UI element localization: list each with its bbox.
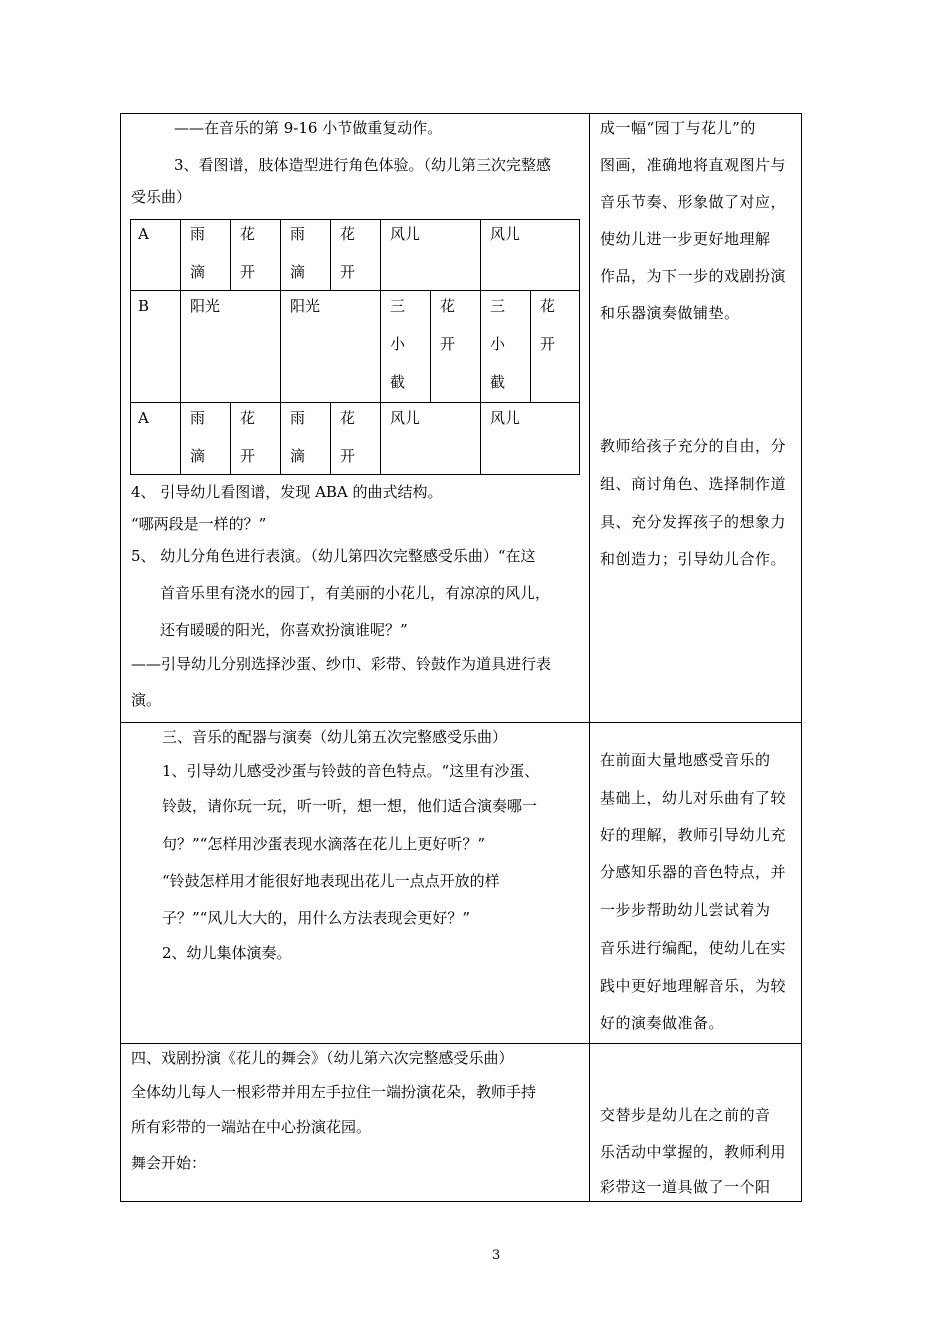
right-line: 和乐器演奏做铺垫。: [600, 304, 740, 322]
right-line: 好的演奏做准备。: [600, 1014, 725, 1032]
row-divider-2: [120, 1043, 802, 1044]
grid-cell: 三 小 截: [490, 297, 506, 391]
row-divider-1: [120, 722, 802, 723]
grid-cell: 花 开: [540, 297, 556, 353]
left-line: 所有彩带的一端站在中心扮演花园。: [131, 1118, 372, 1136]
left-line: 还有暖暖的阳光，你喜欢扮演谁呢？”: [160, 621, 408, 639]
score-grid-col-line: [430, 290, 431, 402]
right-line: 教师给孩子充分的自由，分: [600, 437, 787, 455]
score-grid-col-line: [330, 402, 331, 475]
grid-cell: 风儿: [390, 409, 421, 427]
score-grid-col-line: [530, 290, 531, 402]
left-line: ——引导幼儿分别选择沙蛋、纱巾、彩带、铃鼓作为道具进行表: [131, 655, 552, 673]
right-line: 好的理解，教师引导幼儿充: [600, 826, 787, 844]
left-line: 演。: [131, 691, 162, 709]
score-grid-col-line: [230, 219, 231, 290]
left-line: 5、 幼儿分角色进行表演。（幼儿第四次完整感受乐曲）“在这: [131, 547, 536, 565]
grid-row-label: A: [138, 225, 149, 243]
left-line: 全体幼儿每人一根彩带并用左手拉住一端扮演花朵，教师手持: [131, 1083, 537, 1101]
grid-cell: 风儿: [490, 225, 521, 243]
grid-cell: 风儿: [490, 409, 521, 427]
left-line: 受乐曲）: [131, 188, 192, 206]
grid-cell: 花 开: [340, 409, 356, 465]
grid-cell: 阳光: [290, 297, 321, 315]
page-number: 3: [492, 1248, 501, 1263]
left-line: 3、看图谱，肢体造型进行角色体验。（幼儿第三次完整感: [174, 156, 552, 174]
score-grid-col-line: [180, 219, 181, 475]
right-line: 图画，准确地将直观图片与: [600, 156, 787, 174]
section-heading: 四、戏剧扮演《花儿的舞会》（幼儿第六次完整感受乐曲）: [131, 1049, 514, 1067]
section-heading: 三、音乐的配器与演奏（幼儿第五次完整感受乐曲）: [162, 728, 508, 746]
right-line: 一步步帮助幼儿尝试着为: [600, 901, 771, 919]
score-grid-col-line: [330, 219, 331, 290]
right-line: 交替步是幼儿在之前的音: [600, 1106, 771, 1124]
grid-cell: 花 开: [340, 225, 356, 281]
grid-cell: 三 小 截: [390, 297, 406, 391]
grid-cell: 雨 滴: [190, 409, 206, 465]
column-divider: [589, 113, 590, 1202]
grid-cell: 风儿: [390, 225, 421, 243]
right-line: 分感知乐器的音色特点，并: [600, 863, 787, 881]
right-line: 使幼儿进一步更好地理解: [600, 230, 771, 248]
right-line: 作品，为下一步的戏剧扮演: [600, 267, 787, 285]
grid-row-label: B: [138, 297, 150, 315]
right-line: 音乐节奏、形象做了对应，: [600, 193, 787, 211]
left-line: 子？”“风儿大大的，用什么方法表现会更好？”: [162, 909, 471, 927]
left-line: 1、引导幼儿感受沙蛋与铃鼓的音色特点。“这里有沙蛋、: [162, 762, 540, 780]
grid-cell: 花 开: [240, 225, 256, 281]
grid-row-label: A: [138, 409, 149, 427]
left-line: 句？”“怎样用沙蛋表现水滴落在花儿上更好听？”: [162, 835, 486, 853]
right-line: 具、充分发挥孩子的想象力: [600, 513, 787, 531]
grid-cell: 雨 滴: [190, 225, 206, 281]
left-line: ——在音乐的第 9-16 小节做重复动作。: [174, 119, 443, 137]
grid-cell: 花 开: [440, 297, 456, 353]
right-line: 乐活动中掌握的，教师利用: [600, 1143, 787, 1161]
score-grid-col-line: [280, 219, 281, 475]
right-line: 在前面大量地感受音乐的: [600, 751, 771, 769]
right-line: 基础上，幼儿对乐曲有了较: [600, 789, 787, 807]
right-line: 成一幅“园丁与花儿”的: [600, 119, 756, 137]
grid-cell: 阳光: [190, 297, 221, 315]
left-line: 4、 引导幼儿看图谱，发现 ABA 的曲式结构。: [131, 483, 443, 501]
left-line: 2、幼儿集体演奏。: [162, 944, 292, 962]
left-line: “哪两段是一样的？”: [131, 515, 267, 533]
left-line: 首音乐里有浇水的园丁，有美丽的小花儿，有凉凉的风儿，: [160, 584, 551, 602]
left-line: “铃鼓怎样用才能很好地表现出花儿一点点开放的样: [162, 872, 500, 890]
score-grid-col-line: [380, 219, 381, 475]
left-line: 铃鼓，请你玩一玩，听一听，想一想，他们适合演奏哪一: [162, 797, 538, 815]
right-line: 音乐进行编配，使幼儿在实: [600, 939, 787, 957]
grid-cell: 雨 滴: [290, 409, 306, 465]
right-line: 组、商讨角色、选择制作道: [600, 475, 787, 493]
right-line: 践中更好地理解音乐，为较: [600, 977, 787, 995]
score-grid-col-line: [230, 402, 231, 475]
left-line: 舞会开始：: [131, 1154, 207, 1172]
right-line: 和创造力；引导幼儿合作。: [600, 550, 787, 568]
score-grid-col-line: [480, 219, 481, 475]
grid-cell: 雨 滴: [290, 225, 306, 281]
right-line: 彩带这一道具做了一个阳: [600, 1178, 771, 1196]
grid-cell: 花 开: [240, 409, 256, 465]
score-grid-row-line: [130, 402, 580, 403]
